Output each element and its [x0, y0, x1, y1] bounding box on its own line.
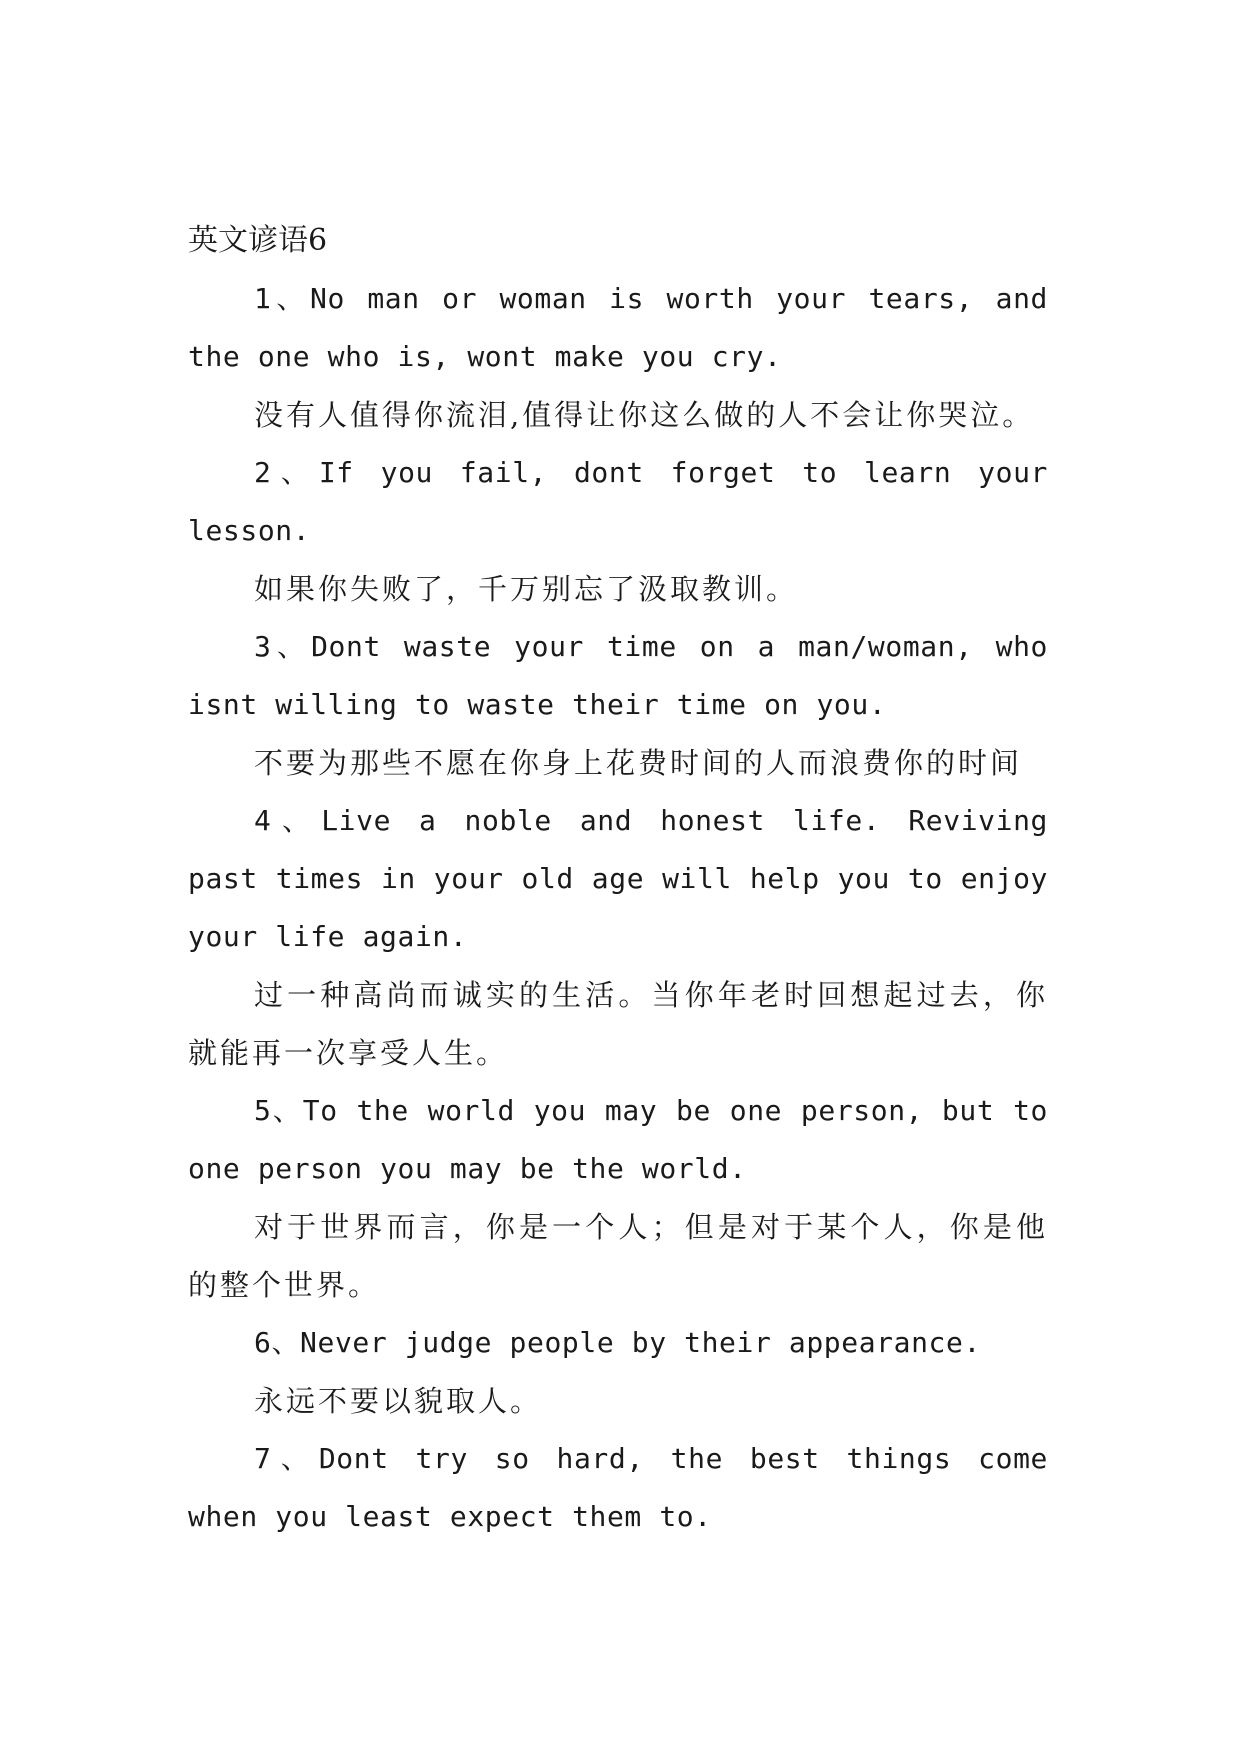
document-title: 英文谚语6: [188, 223, 328, 258]
proverb-5-english: 5、To the world you may be one person, but to one person you may be the world.: [188, 1094, 1048, 1185]
proverb-6-english: 6、Never judge people by their appearance.: [254, 1326, 981, 1359]
proverb-6-chinese: 永远不要以貌取人。: [254, 1384, 543, 1418]
proverb-3-chinese: 不要为那些不愿在你身上花费时间的人而浪费你的时间: [254, 746, 1023, 780]
proverb-4-english: 4、Live a noble and honest life. Reviving past times in your old age will help you to enjoy your life again.: [188, 804, 1048, 953]
proverb-4-chinese: 过一种高尚而诚实的生活。当你年老时回想起过去，你就能再一次享受人生。: [188, 978, 1048, 1070]
proverb-2-english: 2、If you fail, dont forget to learn your lesson.: [188, 456, 1048, 547]
proverb-1-chinese: 没有人值得你流泪,值得让你这么做的人不会让你哭泣。: [254, 398, 1035, 432]
proverb-1-english: 1、No man or woman is worth your tears, and the one who is, wont make you cry.: [188, 282, 1048, 373]
proverb-2-chinese: 如果你失败了，千万别忘了汲取教训。: [254, 572, 799, 606]
proverb-7-english: 7、Dont try so hard, the best things come when you least expect them to.: [188, 1442, 1048, 1533]
proverb-5-chinese: 对于世界而言，你是一个人；但是对于某个人，你是他的整个世界。: [188, 1210, 1048, 1302]
document-body: [188, 212, 1048, 1546]
proverb-3-english: 3、Dont waste your time on a man/woman, who isnt willing to waste their time on you.: [188, 630, 1048, 721]
